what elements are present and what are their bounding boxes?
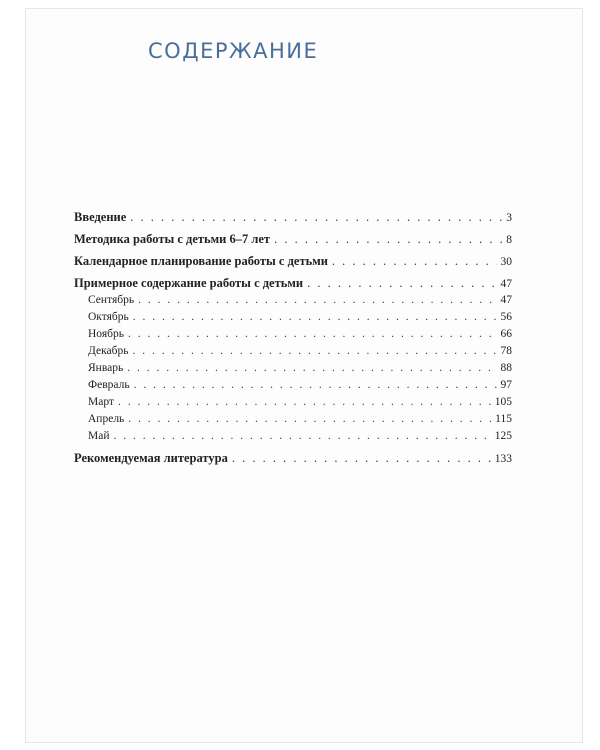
toc-page-number: 56 [500, 311, 512, 323]
toc-entry-label: Методика работы с детьми 6–7 лет [74, 232, 271, 246]
toc-entry-methodology [74, 231, 512, 248]
toc-subentry-december [74, 343, 512, 360]
leader-dots [132, 343, 496, 360]
toc-entry-label: Календарное планирование работы с детьми [74, 254, 328, 268]
toc-subentry-october [74, 309, 512, 326]
toc-entry-sample-content [74, 275, 512, 292]
leader-dots [332, 253, 497, 270]
toc-subentry-september [74, 292, 512, 309]
toc-entry-introduction [74, 209, 512, 226]
leader-dots [232, 450, 491, 467]
leader-dots [118, 394, 491, 411]
toc-subentry-may [74, 428, 512, 445]
toc-page-number: 3 [506, 212, 512, 224]
toc-subentry-april [74, 411, 512, 428]
toc-page-number: 8 [506, 234, 512, 246]
toc-page-number: 125 [494, 430, 512, 442]
leader-dots [133, 309, 497, 326]
toc-entry-label: Сентябрь [88, 294, 135, 306]
toc-page-number: 105 [494, 396, 512, 408]
toc-entry-label: Апрель [88, 413, 125, 425]
toc-entry-label: Май [88, 430, 110, 442]
toc-entry-label: Рекомендуемая литература [74, 451, 228, 465]
leader-dots [307, 275, 496, 292]
toc-entry-label: Декабрь [88, 345, 129, 357]
toc-subentry-march [74, 394, 512, 411]
leader-dots [113, 428, 490, 445]
toc-entry-calendar-planning [74, 253, 512, 270]
toc-subentry-february [74, 377, 512, 394]
leader-dots [130, 209, 502, 226]
toc-page-number: 78 [500, 345, 512, 357]
toc-page-number: 47 [500, 294, 512, 306]
toc-page-number: 115 [495, 413, 512, 425]
toc-page-number: 97 [500, 379, 512, 391]
toc-page-number: 30 [500, 256, 512, 268]
leader-dots [274, 231, 502, 248]
leader-dots [138, 292, 496, 309]
toc-entry-label: Октябрь [88, 311, 129, 323]
toc-entry-label: Примерное содержание работы с детьми [74, 276, 304, 290]
book-page [25, 8, 583, 743]
toc-entry-recommended-literature [74, 450, 512, 467]
toc-entry-label: Введение [74, 210, 127, 224]
toc-subentry-january [74, 360, 512, 377]
page-title: СОДЕРЖАНИЕ [148, 39, 319, 63]
toc-entry-label: Февраль [88, 379, 130, 391]
leader-dots [127, 360, 496, 377]
toc-subentry-november [74, 326, 512, 343]
toc-page-number: 88 [500, 362, 512, 374]
table-of-contents [74, 209, 512, 467]
toc-entry-label: Январь [88, 362, 124, 374]
toc-page-number: 66 [500, 328, 512, 340]
leader-dots [128, 411, 491, 428]
leader-dots [128, 326, 497, 343]
toc-entry-label: Март [88, 396, 114, 408]
toc-entry-label: Ноябрь [88, 328, 124, 340]
leader-dots [134, 377, 497, 394]
toc-page-number: 133 [494, 453, 512, 465]
toc-page-number: 47 [500, 278, 512, 290]
